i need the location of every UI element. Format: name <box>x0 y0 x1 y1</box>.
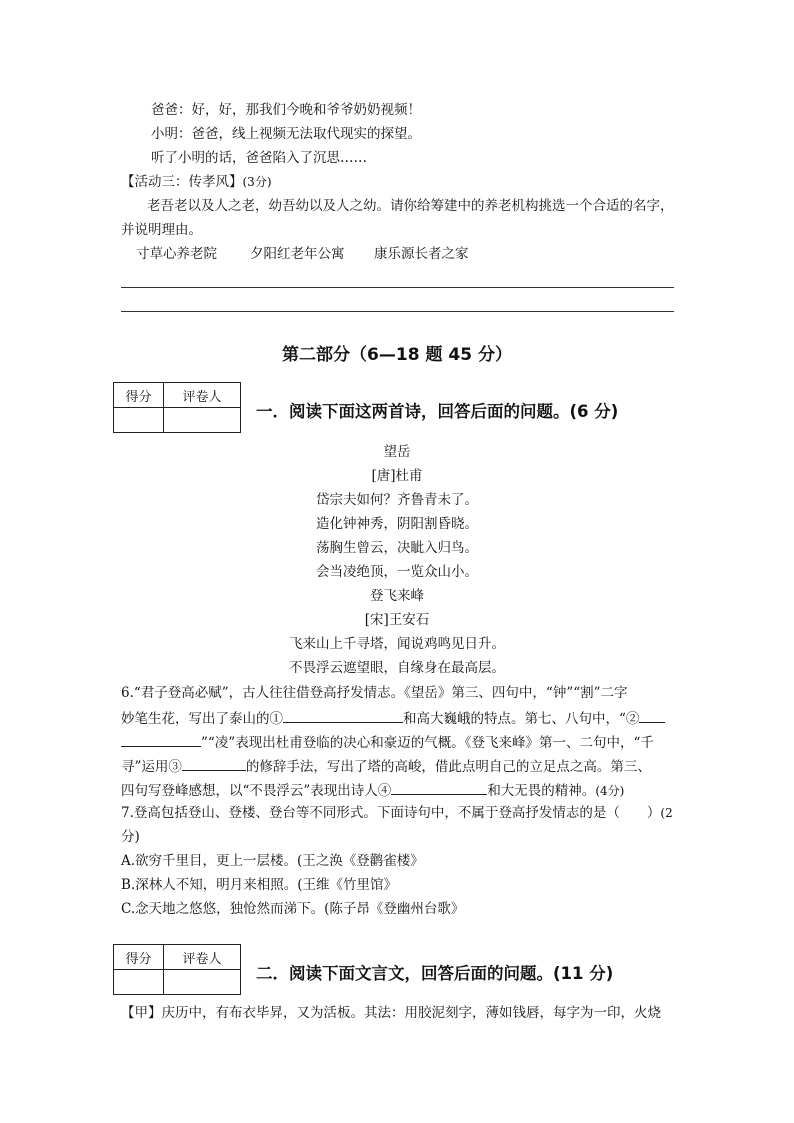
poem-line: 造化钟神秀，阴阳割昏晓。 <box>316 516 478 532</box>
score-box <box>113 382 241 433</box>
grader-cell[interactable] <box>164 408 241 433</box>
q6-text: 妙笔生花，写出了泰山的① <box>121 711 283 727</box>
activity3-heading <box>121 173 272 191</box>
activity3-title: 【活动三：传孝风】 <box>121 174 243 190</box>
q6-line: 6.“君子登高必赋”，古人往往借登高抒发情志。《望岳》第三、四句中，“钟”“割”二字 <box>121 685 628 701</box>
poem-author: [唐]杜甫 <box>371 468 423 484</box>
q6-text: 寻”运用③ <box>121 759 182 775</box>
q6-line <box>121 732 654 752</box>
q7-line <box>121 804 673 822</box>
activity3-option: 寸草心养老院 <box>136 246 217 262</box>
poem-line: 飞来山上千寻塔，闻说鸡鸣见日升。 <box>289 636 505 652</box>
score-cell[interactable] <box>114 408 164 433</box>
dialogue-line: 爸爸：好，好，那我们今晚和爷爷奶奶视频！ <box>151 102 421 118</box>
q6-line <box>121 780 624 800</box>
answer-blank-3[interactable] <box>182 756 246 771</box>
answer-blank-1[interactable] <box>283 708 403 723</box>
poem-title: 登飞来峰 <box>370 588 424 604</box>
grader-header: 评卷人 <box>164 383 241 408</box>
section1-heading: 一．阅读下面这两首诗，回答后面的问题。(6 分) <box>256 402 619 421</box>
poem-line: 荡胸生曾云，决眦入归鸟。 <box>316 540 478 556</box>
poem-title: 望岳 <box>383 444 411 460</box>
q7-option-a: A.欲穷千里目，更上一层楼。(王之涣《登鹳雀楼》 <box>121 853 424 869</box>
section2-text-line: 【甲】庆历中，有布衣毕昇，又为活板。其法：用胶泥刻字，薄如钱唇，每字为一印，火烧 <box>121 1005 661 1021</box>
section2-heading: 二．阅读下面文言文，回答后面的问题。(11 分) <box>256 964 614 983</box>
score-header: 得分 <box>114 945 164 970</box>
dialogue-line: 听了小明的话，爸爸陷入了沉思…… <box>151 150 367 166</box>
answer-blank-2-cont[interactable] <box>121 732 201 747</box>
q6-text: 的修辞手法，写出了塔的高峻，借此点明自己的立足点之高。第三、 <box>245 759 651 775</box>
activity3-option: 康乐源长者之家 <box>374 246 469 262</box>
q7-line: 分) <box>121 829 140 845</box>
grader-header: 评卷人 <box>164 945 241 970</box>
q7-score: (2 <box>660 806 673 820</box>
q6-text: 和高大巍峨的特点。第七、八句中，“② <box>403 711 640 727</box>
q7-option-c: C.念天地之悠悠，独怆然而涕下。(陈子昂《登幽州台歌》 <box>121 901 465 917</box>
activity3-prompt: 老吾老以及人之老，幼吾幼以及人之幼。请你给筹建中的养老机构挑选一个合适的名字， <box>147 198 674 214</box>
answer-line <box>121 311 674 312</box>
q6-text: 四句写登峰感想，以“不畏浮云”表现出诗人④ <box>121 783 392 799</box>
q7-option-b: B.深林人不知，明月来相照。(王维《竹里馆》 <box>121 877 397 893</box>
q6-line <box>121 756 651 776</box>
score-cell[interactable] <box>114 970 164 995</box>
activity3-option: 夕阳红老年公寓 <box>250 246 345 262</box>
q7-text: 7.登高包括登山、登楼、登台等不同形式。下面诗句中，不属于登高抒发情志的是（ ） <box>121 805 661 821</box>
dialogue-line: 小明：爸爸，线上视频无法取代现实的探望。 <box>151 126 421 142</box>
q6-score: (4分) <box>595 784 625 798</box>
grader-cell[interactable] <box>164 970 241 995</box>
poem-line: 会当凌绝顶，一览众山小。 <box>316 564 478 580</box>
part-title: 第二部分（6—18 题 45 分） <box>282 345 512 365</box>
answer-line <box>121 287 674 288</box>
answer-blank-4[interactable] <box>391 780 487 795</box>
answer-blank-2[interactable] <box>639 708 665 723</box>
poem-line: 岱宗夫如何？齐鲁青未了。 <box>316 492 478 508</box>
activity3-score: (3分) <box>242 175 272 189</box>
poem-line: 不畏浮云遮望眼，自缘身在最高层。 <box>289 660 505 676</box>
score-box <box>113 944 241 995</box>
q6-text: ”“凌”表现出杜甫登临的决心和豪迈的气概。《登飞来峰》第一、二句中，“千 <box>201 735 654 751</box>
activity3-prompt: 并说明理由。 <box>121 222 202 238</box>
q6-line <box>121 708 665 728</box>
poem-author: [宋]王安石 <box>364 612 430 628</box>
score-header: 得分 <box>114 383 164 408</box>
q6-text: 和大无畏的精神。 <box>487 783 596 799</box>
